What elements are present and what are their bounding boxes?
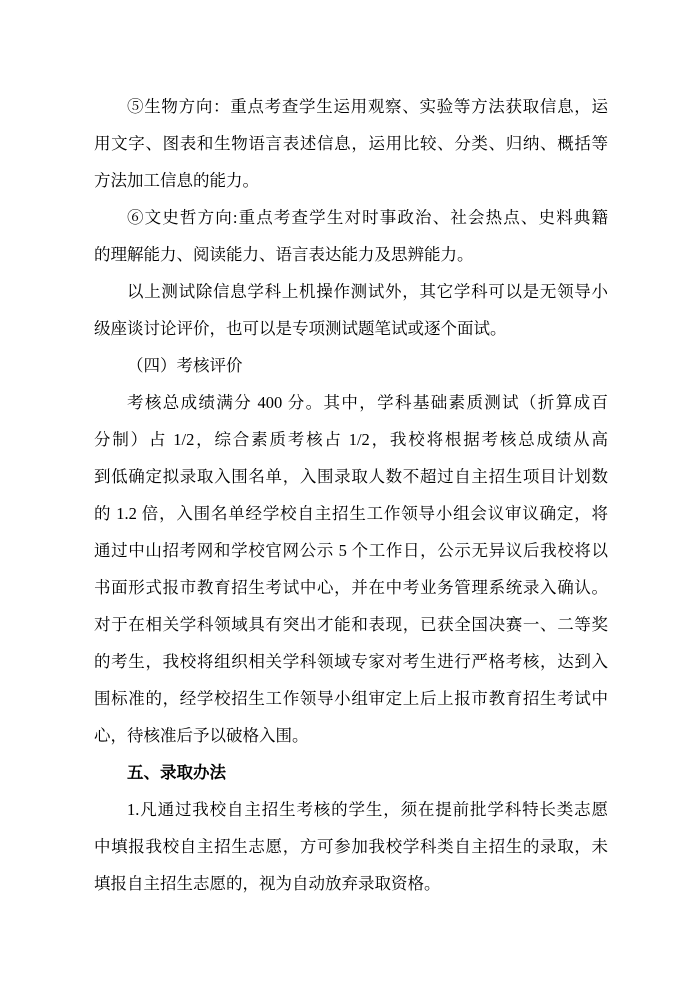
paragraph: [94, 347, 608, 384]
text-line: 的考生，我校将组织相关学科领域专家对考生进行严格考核，达到入: [94, 652, 608, 671]
text-line: 方法加工信息的能力。: [94, 171, 259, 190]
text-line: 1.凡通过我校自主招生考核的学生，须在提前批学科特长类志愿: [127, 800, 608, 819]
paragraph: [94, 88, 608, 199]
text-line: 考核总成绩满分 400 分。其中，学科基础素质测试（折算成百: [127, 393, 608, 412]
text-line: ⑥文史哲方向:重点考查学生对时事政治、社会热点、史料典籍: [127, 208, 608, 227]
document-body: [94, 88, 608, 902]
text-line: 通过中山招考网和学校官网公示 5 个工作日，公示无异议后我校将以: [94, 541, 608, 560]
paragraph: [94, 791, 608, 902]
paragraph: [94, 384, 608, 754]
text-line: 分制）占 1/2，综合素质考核占 1/2，我校将根据考核总成绩从高: [94, 430, 608, 449]
text-line: 级座谈讨论评价，也可以是专项测试题笔试或逐个面试。: [94, 319, 507, 338]
text-line: （四）考核评价: [127, 356, 243, 375]
text-line: 用文字、图表和生物语言表述信息，运用比较、分类、归纳、概括等: [94, 134, 608, 153]
text-line: 五、录取办法: [127, 763, 226, 782]
paragraph: [94, 199, 608, 273]
text-line: 书面形式报市教育招生考试中心，并在中考业务管理系统录入确认。: [94, 578, 608, 597]
paragraph: [94, 754, 608, 791]
paragraph: [94, 273, 608, 347]
text-line: ⑤生物方向：重点考查学生运用观察、实验等方法获取信息，运: [127, 97, 608, 116]
text-line: 以上测试除信息学科上机操作测试外，其它学科可以是无领导小: [127, 282, 608, 301]
text-line: 的理解能力、阅读能力、语言表达能力及思辨能力。: [94, 245, 474, 264]
text-line: 围标准的，经学校招生工作领导小组审定上后上报市教育招生考试中: [94, 689, 608, 708]
text-line: 填报自主招生志愿的，视为自动放弃录取资格。: [94, 874, 441, 893]
text-line: 心，待核准后予以破格入围。: [94, 726, 309, 745]
text-line: 对于在相关学科领域具有突出才能和表现，已获全国决赛一、二等奖: [94, 615, 608, 634]
text-line: 到低确定拟录取入围名单，入围录取人数不超过自主招生项目计划数: [94, 467, 608, 486]
text-line: 的 1.2 倍，入围名单经学校自主招生工作领导小组会议审议确定，将: [94, 504, 608, 523]
text-line: 中填报我校自主招生志愿，方可参加我校学科类自主招生的录取，未: [94, 837, 608, 856]
